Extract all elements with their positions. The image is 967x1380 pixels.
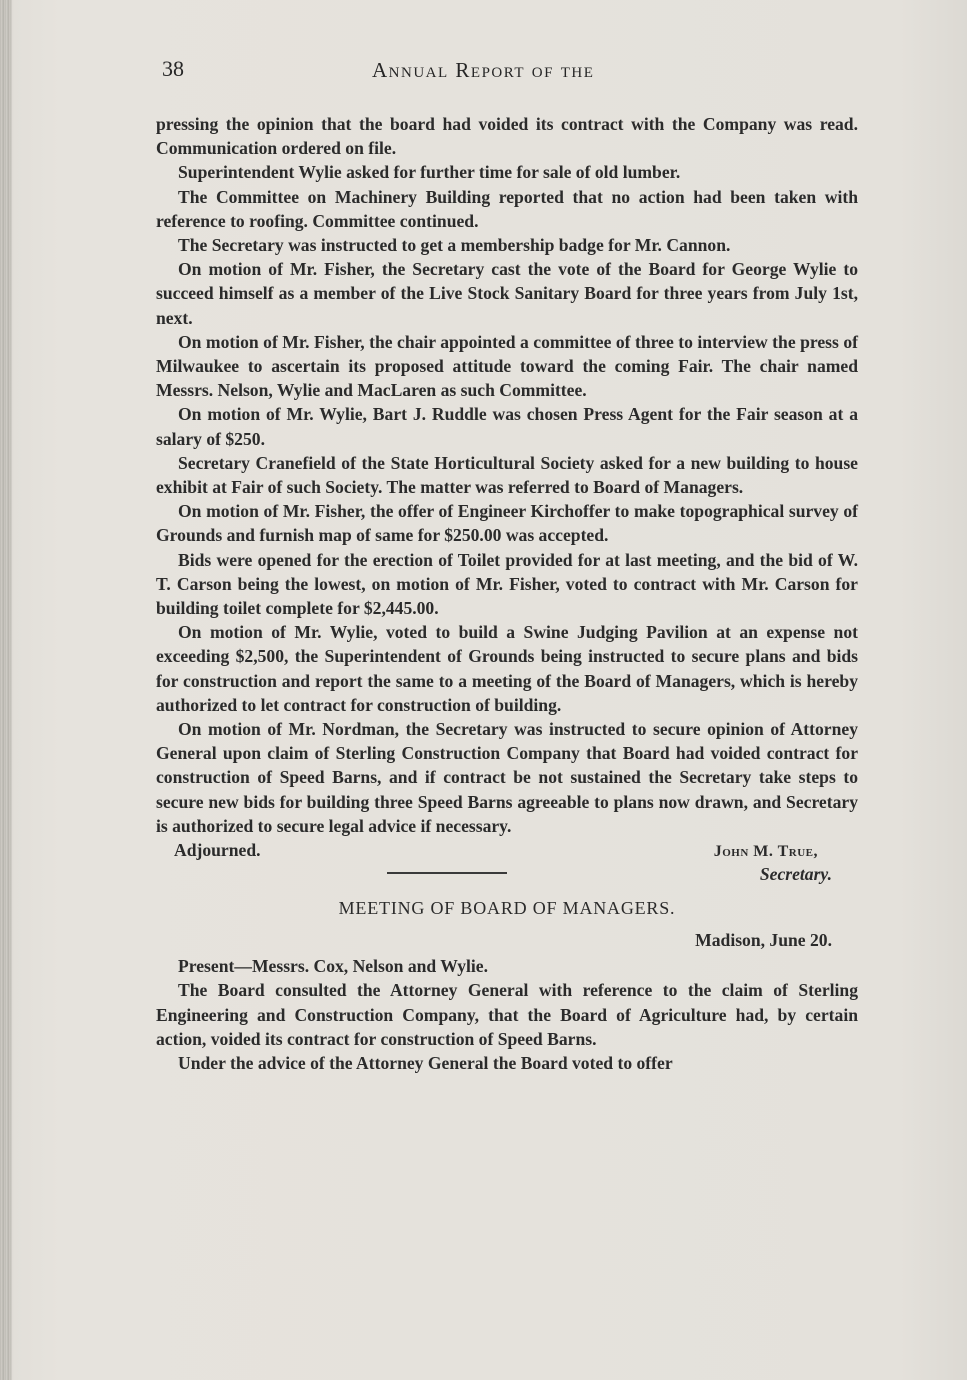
paragraph: Secretary Cranefield of the State Horticultural Society asked for a new building to house exhibit at Fair of such Society. The matter was referred to Board of Managers. (156, 452, 858, 498)
paragraph: Present—Messrs. Cox, Nelson and Wylie. (178, 956, 488, 977)
paragraph: On motion of Mr. Fisher, the chair appointed a committee of three to interview the press of Milwaukee to ascertain its proposed attitude toward the coming Fair. The chair named Messrs. Nelson, Wylie and MacLaren as such Committee. (156, 331, 858, 401)
paragraph: The Secretary was instructed to get a membership badge for Mr. Cannon. (178, 235, 731, 256)
book-binding-edge (0, 0, 12, 1380)
paragraph: On motion of Mr. Fisher, the Secretary cast the vote of the Board for George Wylie to succeed himself as a member of the Live Stock Sanitary Board for three years from July 1st, next. (156, 259, 858, 328)
paragraph: On motion of Mr. Wylie, voted to build a Swine Judging Pavilion at an expense not exceeding $2,500, the Superintendent of Grounds being instructed to secure plans and bids for construction and report the same to a meeting of the Board of Managers, which is hereby authorized to let contract for construction of building. (156, 622, 858, 715)
page-body (156, 112, 858, 1075)
section-divider (387, 872, 507, 874)
paragraph: The Committee on Machinery Building reported that no action had been taken with reference to roofing. Committee continued. (156, 186, 858, 231)
signature-title: Secretary. (759, 864, 832, 885)
signature-row (156, 838, 858, 862)
paragraph: Superintendent Wylie asked for further time for sale of old lumber. (178, 162, 681, 183)
paragraph: The Board consulted the Attorney General with reference to the claim of Sterling Engineering and Construction Company, that the Board of Agriculture had, by certain action, voided its contract for construction of Speed Barns. (156, 980, 858, 1049)
paragraph: Under the advice of the Attorney General the Board voted to offer (178, 1052, 673, 1073)
paragraph: Bids were opened for the erection of Toilet provided for at last meeting, and the bid of W. T. Carson being the lowest, on motion of Mr. Fisher, voted to contract with Mr. Carson for building toilet complete for $2,445.00. (156, 549, 858, 619)
paragraph: pressing the opinion that the board had voided its contract with the Company was read. Communication ordered on file. (156, 114, 858, 159)
page-number: 38 (162, 56, 184, 81)
signature-name: John M. True, (713, 843, 818, 861)
running-head: Annual Report of the (372, 58, 595, 82)
paragraph: On motion of Mr. Fisher, the offer of Engineer Kirchoffer to make topographical survey of Grounds and furnish map of same for $250.00 was accepted. (156, 501, 858, 546)
adjourned-text: Adjourned. (174, 840, 261, 861)
dateline: Madison, June 20. (695, 930, 832, 951)
paragraph: On motion of Mr. Nordman, the Secretary was instructed to secure opinion of Attorney General upon claim of Sterling Construction Company that Board had voided contract for construction of Speed Barns, and if contract be not sustained the Secretary take steps to secure new bids for building three Speed Barns agreeable to plans now drawn, and Secretary is authorized to secure legal advice if necessary. (156, 719, 858, 836)
page-header (162, 56, 862, 92)
section-title: MEETING OF BOARD OF MANAGERS. (338, 898, 676, 919)
paragraph: On motion of Mr. Wylie, Bart J. Ruddle was chosen Press Agent for the Fair season at a salary of $250. (156, 404, 858, 449)
